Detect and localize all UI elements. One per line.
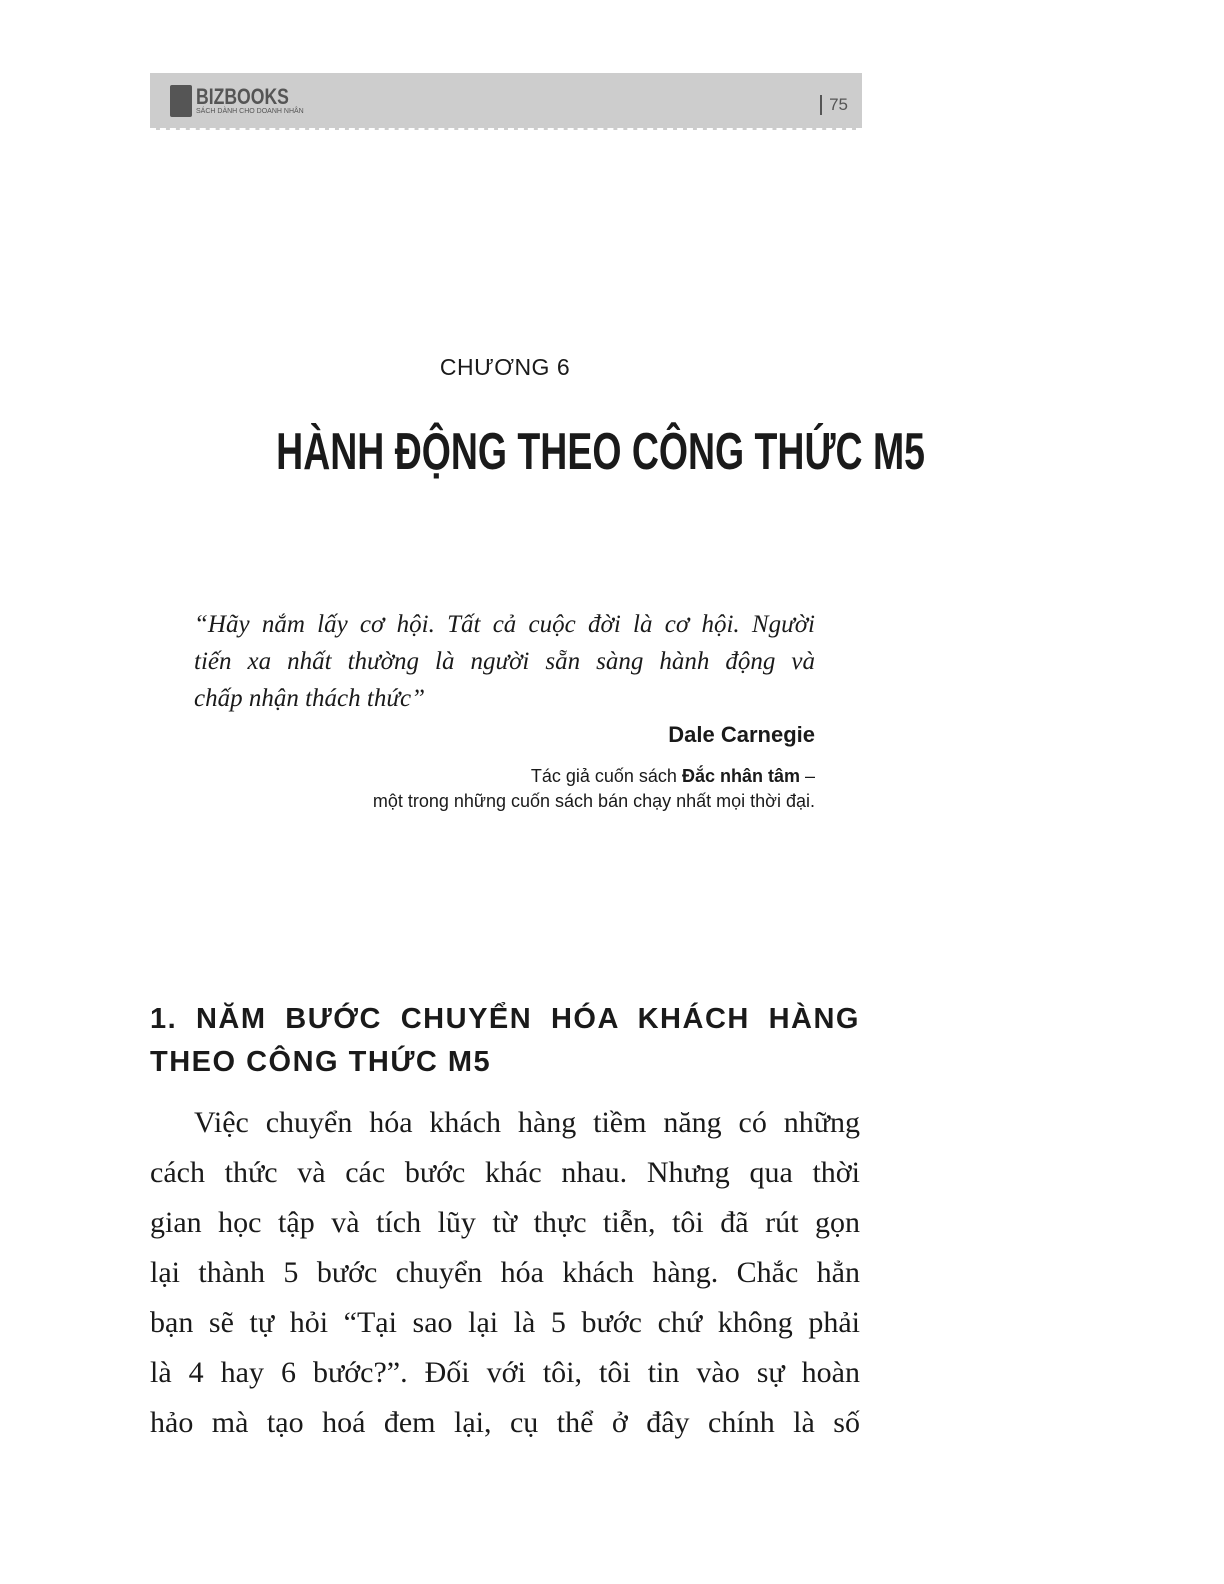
- page-number: 75: [820, 95, 848, 115]
- body-line: Việc chuyển hóa khách hàng tiềm năng có những: [194, 1106, 860, 1139]
- chapter-title: [150, 422, 925, 482]
- body-line: cách thức và các bước khác nhau. Nhưng qua thời: [150, 1156, 860, 1189]
- epigraph-quote: [194, 606, 815, 717]
- body-line: gian học tập và tích lũy từ thực tiễn, tôi đã rút gọn: [150, 1206, 860, 1239]
- logo-tagline: SÁCH DÀNH CHO DOANH NHÂN: [196, 108, 304, 115]
- bizbooks-logo: [170, 85, 312, 117]
- desc-prefix: Tác giả cuốn sách: [530, 766, 682, 786]
- body-line: là 4 hay 6 bước?”. Đối với tôi, tôi tin vào sự hoàn: [150, 1356, 860, 1389]
- body-line: bạn sẽ tự hỏi “Tại sao lại là 5 bước chứ không phải: [150, 1306, 860, 1339]
- body-paragraph: [150, 1098, 860, 1448]
- body-line: hảo mà tạo hoá đem lại, cụ thể ở đây chính là số: [150, 1406, 860, 1439]
- desc-suffix: –: [799, 766, 815, 786]
- quote-line: chấp nhận thách thức”: [194, 685, 425, 712]
- heading-line: THEO CÔNG THỨC M5: [150, 1046, 492, 1078]
- quote-line: “Hãy nắm lấy cơ hội. Tất cả cuộc đời là cơ hội. Người: [194, 611, 815, 638]
- desc-book: Đắc nhân tâm: [681, 766, 800, 786]
- page-header: [150, 73, 862, 130]
- logo-name: BIZBOOKS: [196, 84, 289, 109]
- logo-book-icon: [170, 85, 192, 117]
- section-heading: [150, 998, 860, 1084]
- quote-author: Dale Carnegie: [668, 722, 815, 747]
- chapter-title-text: HÀNH ĐỘNG THEO CÔNG THỨC M5: [276, 423, 925, 481]
- heading-line: 1. NĂM BƯỚC CHUYỂN HÓA KHÁCH HÀNG: [150, 1003, 860, 1035]
- desc-line2: một trong những cuốn sách bán chạy nhất mọi thời đại.: [372, 791, 815, 811]
- author-description: [373, 764, 815, 814]
- quote-line: tiến xa nhất thường là người sẵn sàng hành động và: [194, 648, 815, 675]
- chapter-label: CHƯƠNG 6: [439, 354, 571, 380]
- body-line: lại thành 5 bước chuyển hóa khách hàng. Chắc hẳn: [150, 1256, 860, 1289]
